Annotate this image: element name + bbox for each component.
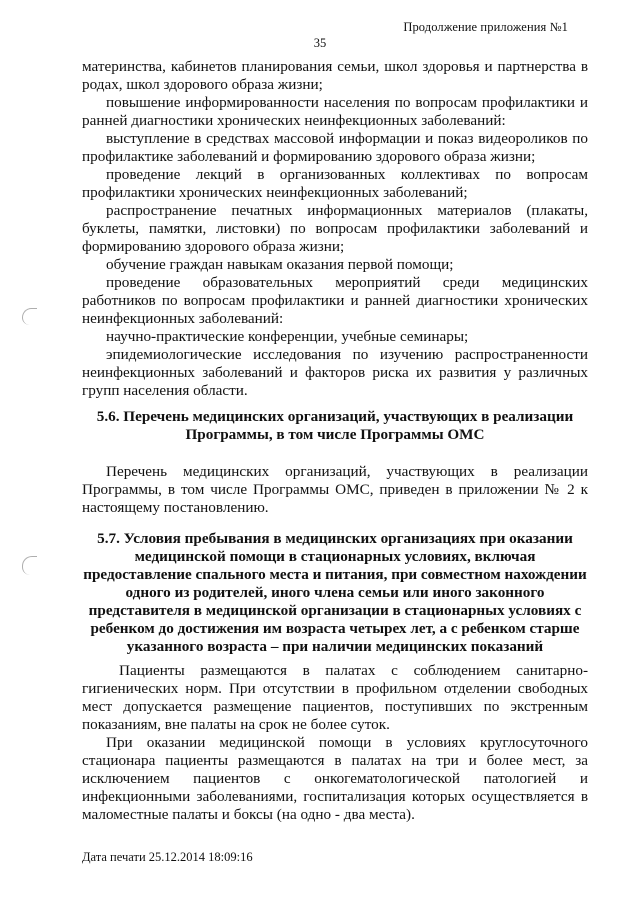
paragraph: При оказании медицинской помощи в условиях круглосуточного стационара пациенты размещаются в палатах на три и более мест, за исключением пациентов с онкогематологической патологией и инфекционными заболеваниями, госпитализация которых осуществляется в маломестные палаты и боксы (на одно - два места). [82,734,588,823]
paragraph: обучение граждан навыкам оказания первой помощи; [106,256,454,273]
paragraph: эпидемиологические исследования по изучению распространенности неинфекционных заболеваний и факторов риска их развития у различных групп населения области. [82,346,588,399]
paragraph: проведение лекций в организованных коллективах по вопросам профилактики хронических неинфекционных заболеваний; [82,166,588,201]
paragraph: повышение информированности населения по вопросам профилактики и ранней диагностики хронических неинфекционных заболеваний: [82,94,588,129]
paragraph: распространение печатных информационных материалов (плакаты, буклеты, памятки, листовки) по вопросам профилактики заболеваний и формированию здорового образа жизни; [82,202,588,255]
paragraph: проведение образовательных мероприятий среди медицинских работников по вопросам профилактики и ранней диагностики хронических неинфекционных заболеваний: [82,274,588,327]
paragraph: материнства, кабинетов планирования семьи, школ здоровья и партнерства в родах, школ здорового образа жизни; [82,58,588,93]
appendix-continuation-note: Продолжение приложения №1 [403,20,568,34]
section-5-7-body [82,662,588,824]
page-number: 35 [313,36,327,50]
section-heading-5-7: 5.7. Условия пребывания в медицинских организациях при оказании медицинской помощи в стационарных условиях, включая предоставление спального места и питания, при совместном нахождении одного из родителей, иного члена семьи или иного законного представителя в медицинской организации в стационарных условиях с ребенком до достижения им возраста четырех лет, а с ребенком старше указанного возраста – при наличии медицинских показаний [83,530,587,655]
paragraph: Перечень медицинских организаций, участвующих в реализации Программы, в том числе Программы ОМС, приведен в приложении № 2 к настоящему постановлению. [82,463,588,516]
margin-hole-mark [22,308,37,325]
paragraph: Пациенты размещаются в палатах с соблюдением санитарно-гигиенических норм. При отсутствии в профильном отделении свободных мест допускается размещение пациентов, поступивших по экстренным показаниям, вне палаты на срок не более суток. [82,662,588,733]
margin-hole-mark [22,556,37,575]
section-5-6-body [82,463,588,517]
section-heading-5-6: 5.6. Перечень медицинских организаций, участвующих в реализации Программы, в том числе Программы ОМС [96,408,574,443]
print-date: Дата печати 25.12.2014 18:09:16 [82,850,253,864]
paragraph: выступление в средствах массовой информации и показ видеороликов по профилактике заболеваний и формированию здорового образа жизни; [82,130,588,165]
paragraph: научно-практические конференции, учебные семинары; [106,328,469,345]
prevention-measures-list [82,58,588,400]
